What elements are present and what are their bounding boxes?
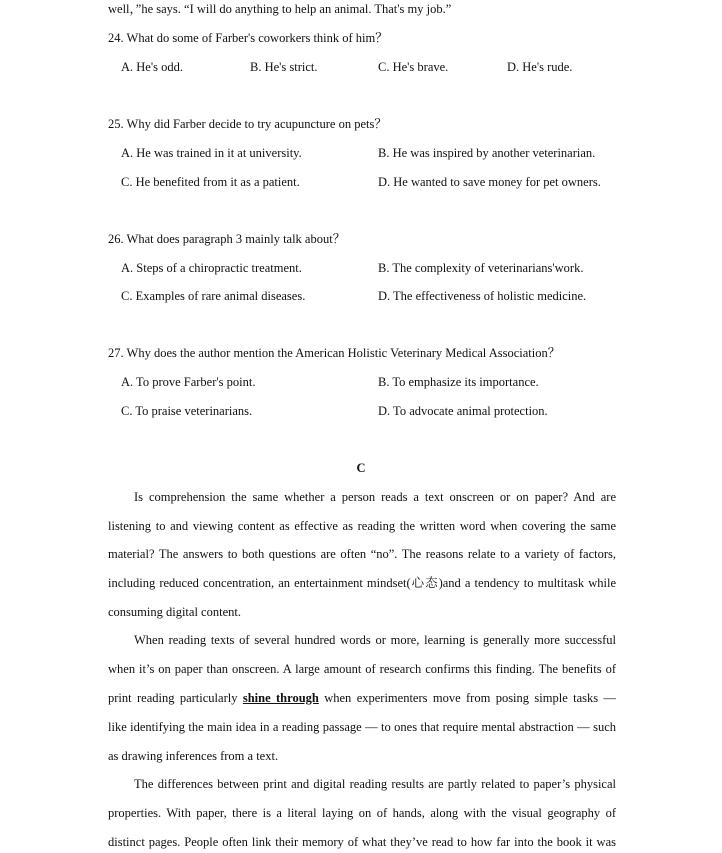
paragraph-2-line-2: when it’s on paper than onscreen. A large amount of research confirms this finding. The benefits of [108, 662, 616, 676]
question-24-option-a: A. He's odd. [121, 60, 183, 74]
underlined-phrase-shine-through: shine through [242, 691, 319, 705]
paragraph-3-line-2: properties. With paper, there is a literal laying on of hands, along with the visual geography of [108, 806, 616, 820]
paragraph-1-line-5: consuming digital content. [108, 605, 241, 619]
question-25-option-c: C. He benefited from it as a patient. [121, 175, 300, 189]
question-25-option-a: A. He was trained in it at university. [121, 146, 302, 160]
paragraph-1-line-1: Is comprehension the same whether a person reads a text onscreen or on paper? And are [134, 490, 616, 504]
question-26-option-b: B. The complexity of veterinarians'work. [378, 261, 584, 275]
question-27-stem: 27. Why does the author mention the American Holistic Veterinary Medical Association？ [108, 346, 561, 360]
paragraph-2-line-4: like identifying the main idea in a reading passage — to ones that require mental abstraction — such [108, 720, 616, 734]
question-24-stem: 24. What do some of Farber's coworkers think of him？ [108, 31, 388, 45]
question-27-option-a: A. To prove Farber's point. [121, 375, 256, 389]
section-c-heading: C [356, 461, 366, 475]
question-27-option-b: B. To emphasize its importance. [378, 375, 539, 389]
paragraph-2-line-3-end: when experimenters move from posing simple tasks — [318, 691, 616, 705]
question-25-option-b: B. He was inspired by another veterinarian. [378, 146, 596, 160]
passage-continuation-line: well，”he says. “I will do anything to help an animal. That's my job.” [108, 2, 452, 16]
question-25-option-d: D. He wanted to save money for pet owners. [378, 175, 601, 189]
question-26-option-c: C. Examples of rare animal diseases. [121, 289, 306, 303]
paragraph-1-line-2: listening to and viewing content as effective as reading the written word when covering the same [108, 519, 616, 533]
paragraph-1-line-3: material? The answers to both questions are often “no”. The reasons relate to a variety of factors, [108, 547, 616, 561]
paragraph-2-line-5: as drawing inferences from a text. [108, 749, 279, 763]
question-26-option-d: D. The effectiveness of holistic medicine. [378, 289, 587, 303]
question-27-option-d: D. To advocate animal protection. [378, 404, 548, 418]
question-25-stem: 25. Why did Farber decide to try acupuncture on pets？ [108, 117, 387, 131]
paragraph-3-line-1: The differences between print and digital reading results are partly related to paper’s physical [134, 777, 616, 791]
question-26-stem: 26. What does paragraph 3 mainly talk about？ [108, 232, 346, 246]
paragraph-1-line-4: including reduced concentration, an entertainment mindset(心态)and a tendency to multitask while [108, 576, 616, 590]
paragraph-2-line-3 [108, 690, 616, 706]
question-24-option-d: D. He's rude. [507, 60, 573, 74]
question-24-option-c: C. He's brave. [378, 60, 449, 74]
paragraph-2-line-3-start: print reading particularly [108, 691, 243, 705]
paragraph-3-line-3: distinct pages. People often link their memory of what they’ve read to how far into the book it was [108, 835, 616, 849]
question-26-option-a: A. Steps of a chiropractic treatment. [121, 261, 302, 275]
question-27-option-c: C. To praise veterinarians. [121, 404, 253, 418]
question-24-option-b: B. He's strict. [250, 60, 318, 74]
paragraph-2-line-1: When reading texts of several hundred words or more, learning is generally more successful [134, 633, 616, 647]
